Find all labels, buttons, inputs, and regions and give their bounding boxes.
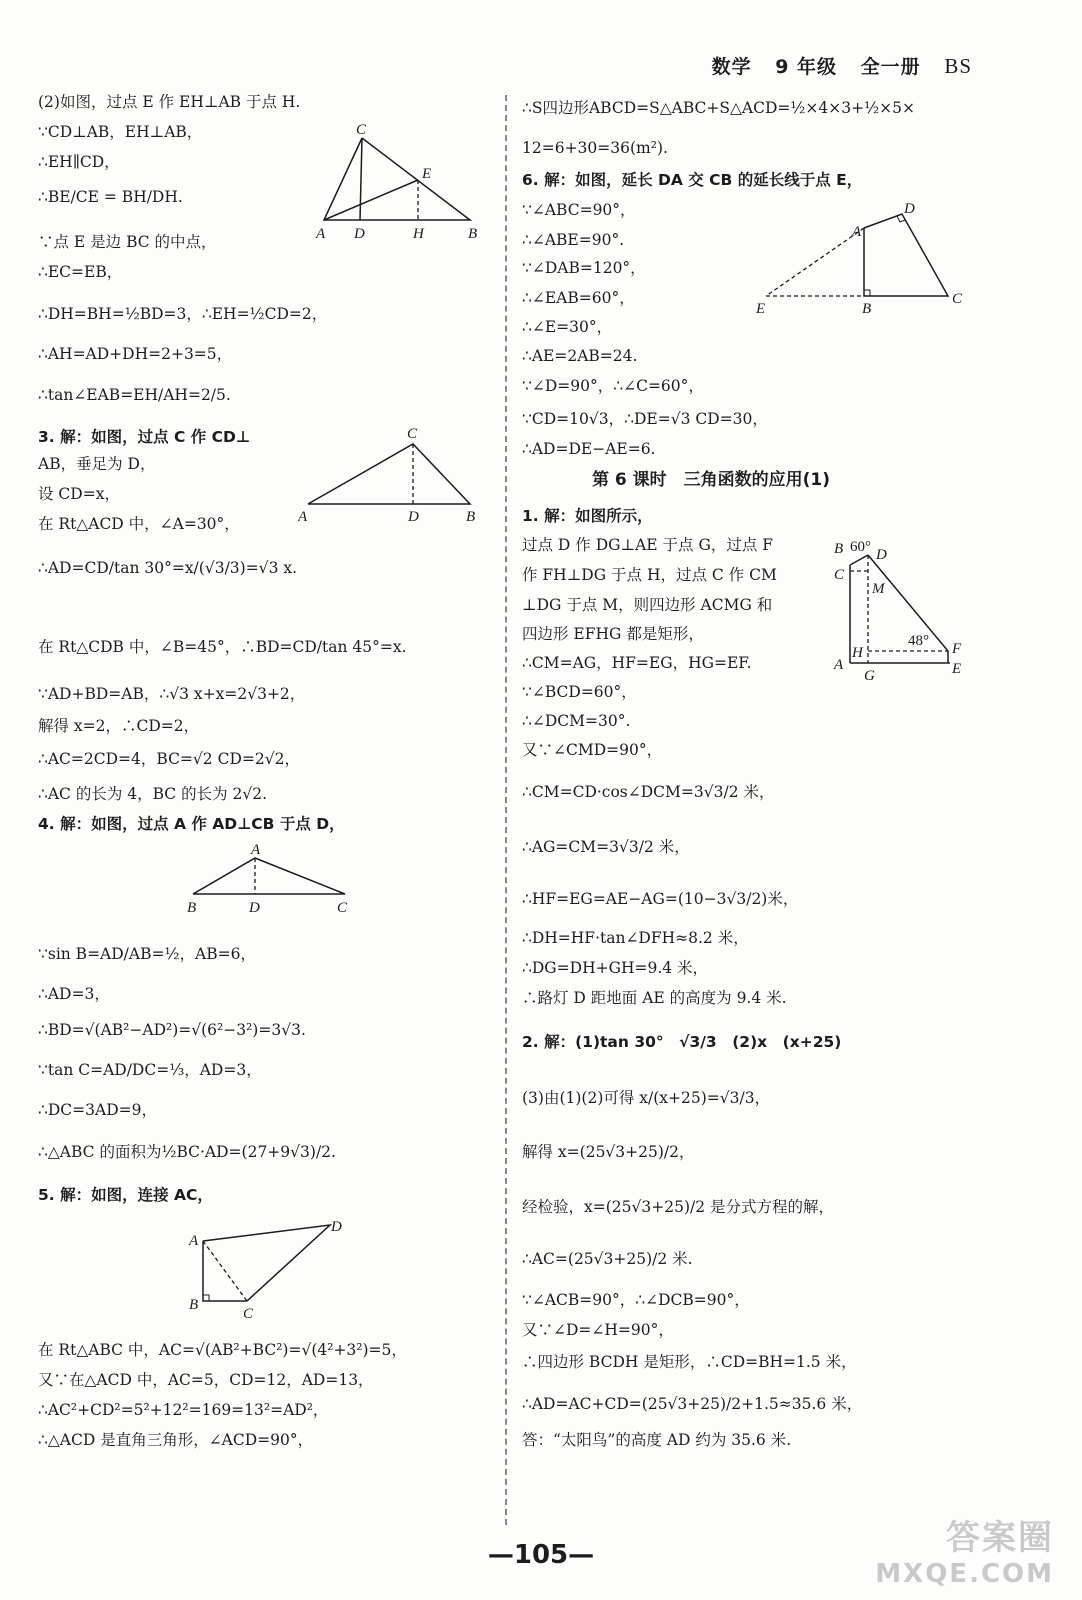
label: C (834, 567, 845, 583)
text-line: ⊥DG 于点 M，则四边形 ACMG 和 (522, 596, 773, 614)
text-line: (3)由(1)(2)可得 x/(x+25)=√3/3， (522, 1089, 771, 1107)
label: A (251, 842, 261, 858)
text-line: 经检验，x=(25√3+25)/2 是分式方程的解， (522, 1198, 835, 1216)
label: B (189, 1297, 199, 1313)
label: C (356, 122, 367, 138)
label: H (413, 226, 424, 242)
text-line: ∵tan C=AD/DC=⅓，AD=3， (38, 1061, 262, 1079)
label: E (422, 166, 432, 182)
text-line: ∴tan∠EAB=EH/AH=2/5. (38, 386, 231, 404)
text-line: (2)如图，过点 E 作 EH⊥AB 于点 H. (38, 93, 301, 111)
label: 48° (908, 633, 929, 649)
label: C (337, 900, 348, 916)
text-line: ∵CD=10√3，∴DE=√3 CD=30， (522, 410, 768, 428)
problem-5: 5. 解：如图，连接 AC， (38, 1186, 213, 1204)
text-line: ∴AE=2AB=24. (522, 347, 638, 365)
label: 60° (850, 539, 871, 555)
text-line: ∵CD⊥AB，EH⊥AB， (38, 123, 203, 141)
label: D (331, 1219, 342, 1235)
text-line: ∴AC 的长为 4，BC 的长为 2√2. (38, 785, 268, 803)
label: D (354, 226, 365, 242)
text-line: ∴EC=EB， (38, 263, 123, 281)
text-line: ∴AG=CM=3√3/2 米， (522, 838, 690, 856)
text-line: ∵sin B=AD/AB=½，AB=6， (38, 945, 256, 963)
text-line: ∴路灯 D 距地面 AE 的高度为 9.4 米. (522, 989, 787, 1007)
text-line: 又∵∠D=∠H=90°， (522, 1321, 674, 1339)
label: A (316, 226, 326, 242)
text-line: ∴DH=BH=½BD=3，∴EH=½CD=2， (38, 305, 328, 323)
label: B (862, 301, 872, 317)
text-line: ∴S四边形ABCD=S△ABC+S△ACD=½×4×3+½×5× (522, 99, 915, 117)
text-line: 又∵∠CMD=90°， (522, 741, 663, 759)
text-line: ∵点 E 是边 BC 的中点， (38, 233, 217, 251)
label: B (834, 541, 844, 557)
problem-6: 6. 解：如图，延长 DA 交 CB 的延长线于点 E， (522, 171, 863, 189)
text-line: 在 Rt△CDB 中，∠B=45°，∴BD=CD/tan 45°=x. (38, 638, 407, 656)
text-line: ∴AD=AC+CD=(25√3+25)/2+1.5≈35.6 米， (522, 1395, 863, 1413)
text-line: ∴AC=(25√3+25)/2 米. (522, 1250, 693, 1268)
watermark (875, 1520, 1054, 1592)
text-line: ∴AD=CD/tan 30°=x/(√3/3)=√3 x. (38, 559, 298, 577)
text-line: 在 Rt△ACD 中，∠A=30°， (38, 515, 240, 533)
text-line: ∵∠ACB=90°，∴∠DCB=90°， (522, 1291, 750, 1309)
page-number: —105— (487, 1540, 595, 1570)
text-line: ∴CM=AG，HF=EG，HG=EF. (522, 654, 752, 672)
text-line: ∴AD=DE−AE=6. (522, 440, 656, 458)
subject: 数学 (711, 56, 752, 78)
section-title: 第 6 课时 三角函数的应用(1) (592, 470, 831, 490)
label: C (407, 426, 418, 442)
problem-3: 3. 解：如图，过点 C 作 CD⊥ (38, 428, 251, 446)
figure-street-lamp (830, 535, 980, 683)
text-line: 作 FH⊥DG 于点 H，过点 C 作 CM (522, 566, 777, 584)
text-line: ∴∠E=30°， (522, 318, 613, 336)
volume: 全一册 (860, 56, 921, 78)
label: A (852, 224, 862, 240)
label: B (466, 509, 476, 525)
text-line: ∴AH=AD+DH=2+3=5， (38, 345, 233, 363)
text-line: ∴△ACD 是直角三角形，∠ACD=90°， (38, 1431, 314, 1449)
grade: 9 年级 (775, 56, 838, 78)
label: D (408, 509, 419, 525)
figure-problem3 (298, 422, 490, 527)
figure-problem5 (185, 1215, 355, 1325)
label: B (187, 900, 197, 916)
text-line: ∴DH=HF·tan∠DFH≈8.2 米， (522, 929, 749, 947)
text-line: ∴HF=EG=AE−AG=(10−3√3/2)米， (522, 890, 799, 908)
label: E (952, 661, 962, 677)
text-line: ∴BD=√(AB²−AD²)=√(6²−3²)=3√3. (38, 1021, 306, 1039)
problem-1: 1. 解：如图所示， (522, 507, 653, 525)
label: A (298, 509, 308, 525)
text-line: ∴EH∥CD， (38, 153, 120, 171)
watermark-logo: 答案圈 (946, 1518, 1054, 1558)
text-line: ∴∠EAB=60°， (522, 289, 635, 307)
text-line: ∴AD=3， (38, 985, 110, 1003)
watermark-url: MXQE.COM (875, 1559, 1054, 1589)
text-line: 又∵在△ACD 中，AC=5，CD=12，AD=13， (38, 1371, 374, 1389)
text-line: ∴∠DCM=30°. (522, 712, 631, 730)
text-line: ∵∠DAB=120°， (522, 259, 646, 277)
problem-4: 4. 解：如图，过点 A 作 AD⊥CB 于点 D， (38, 815, 345, 833)
label: G (864, 668, 875, 683)
figure-triangle-abc-eh (310, 120, 490, 245)
text-line: 设 CD=x， (38, 485, 120, 503)
label: B (468, 226, 478, 242)
text-line: ∵∠ABC=90°， (522, 201, 636, 219)
text-line: 解得 x=(25√3+25)/2， (522, 1143, 695, 1161)
edition: BS (944, 54, 972, 78)
text-line: 12=6+30=36(m²). (522, 139, 668, 157)
text-line: 在 Rt△ABC 中，AC=√(AB²+BC²)=√(4²+3²)=5， (38, 1341, 407, 1359)
label: H (852, 645, 863, 661)
label: E (756, 301, 766, 317)
figure-problem4 (185, 838, 355, 918)
text-line: 四边形 EFHG 都是矩形， (522, 625, 704, 643)
text-line: AB，垂足为 D， (38, 455, 156, 473)
text-line: 答：“太阳鸟”的高度 AD 约为 35.6 米. (522, 1431, 792, 1449)
label: D (249, 900, 260, 916)
text-line: ∴AC=2CD=4，BC=√2 CD=2√2， (38, 750, 300, 768)
text-line: ∴∠ABE=90°. (522, 231, 625, 249)
text-line: ∴△ABC 的面积为½BC·AD=(27+9√3)/2. (38, 1143, 336, 1161)
text-line: ∴四边形 BCDH 是矩形，∴CD=BH=1.5 米， (522, 1353, 857, 1371)
text-line: ∵∠D=90°，∴∠C=60°， (522, 377, 704, 395)
problem-2: 2. 解：(1)tan 30° √3/3 (2)x (x+25) (522, 1033, 842, 1051)
text-line: ∴AC²+CD²=5²+12²=169=13²=AD²， (38, 1401, 329, 1419)
text-line: ∴CM=CD·cos∠DCM=3√3/2 米， (522, 783, 775, 801)
label: D (904, 201, 915, 217)
label: D (876, 547, 887, 563)
column-divider (505, 95, 507, 1525)
figure-problem6 (752, 200, 974, 320)
text-line: ∵AD+BD=AB，∴√3 x+x=2√3+2， (38, 685, 306, 703)
label: A (189, 1233, 199, 1249)
label: A (834, 657, 844, 673)
text-line: ∴DG=DH+GH=9.4 米， (522, 959, 709, 977)
text-line: ∴DC=3AD=9， (38, 1101, 157, 1119)
text-line: ∴BE/CE = BH/DH. (38, 188, 183, 206)
label: M (872, 581, 885, 597)
text-line: 过点 D 作 DG⊥AE 于点 G，过点 F (522, 536, 774, 554)
label: F (952, 641, 962, 657)
label: C (243, 1306, 254, 1322)
text-line: 解得 x=2，∴CD=2， (38, 717, 200, 735)
page-header (696, 52, 972, 79)
label: C (952, 291, 963, 307)
text-line: ∵∠BCD=60°， (522, 683, 637, 701)
